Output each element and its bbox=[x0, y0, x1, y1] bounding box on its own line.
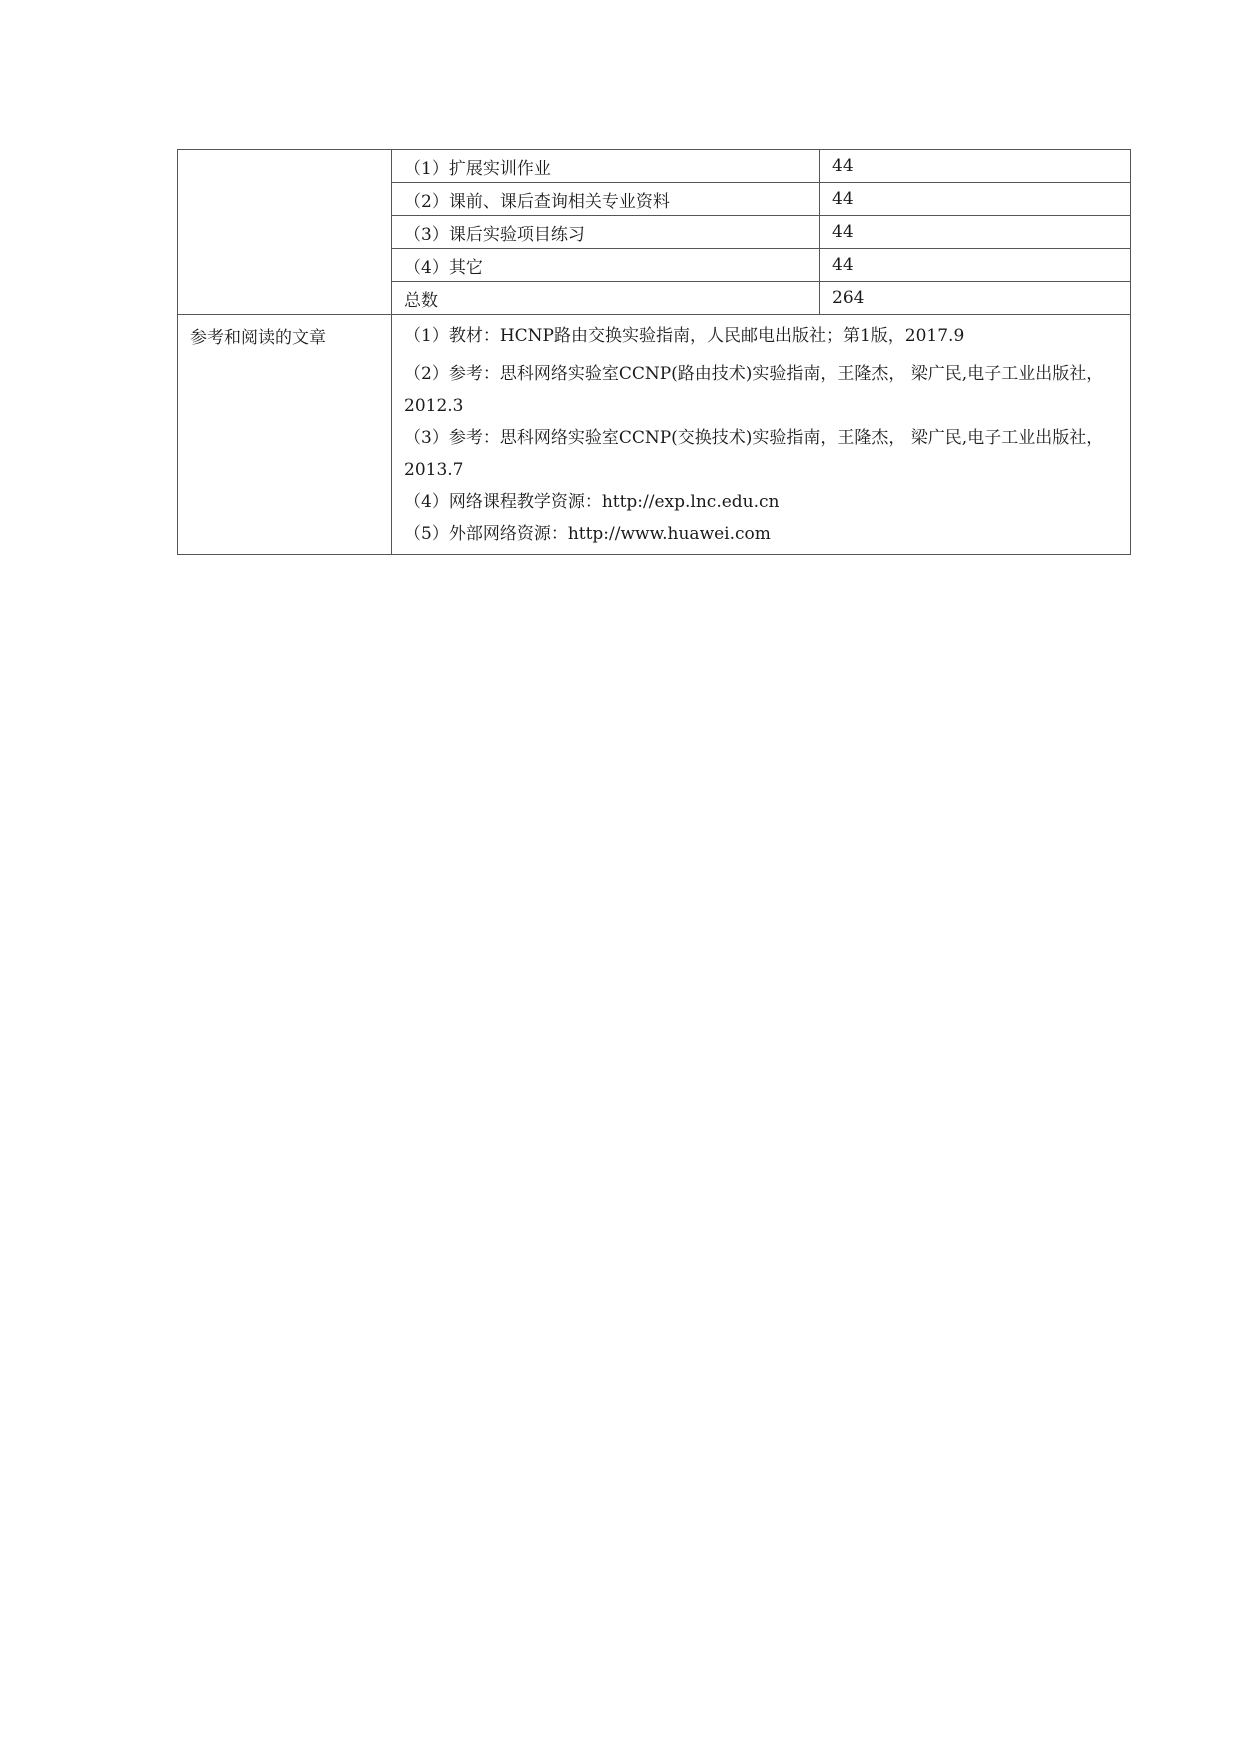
activity-cell: （3）课后实验项目练习 bbox=[392, 216, 820, 249]
references-row bbox=[178, 315, 1131, 555]
hours-cell: 44 bbox=[820, 183, 1131, 216]
activity-cell: （4）其它 bbox=[392, 249, 820, 282]
reference-item: （5）外部网络资源：http://www.huawei.com bbox=[404, 524, 771, 544]
empty-category-cell bbox=[178, 150, 392, 315]
reference-item: （1）教材：HCNP路由交换实验指南，人民邮电出版社；第1版，2017.9 bbox=[404, 326, 965, 346]
activity-cell: （1）扩展实训作业 bbox=[392, 150, 820, 183]
references-label: 参考和阅读的文章 bbox=[178, 315, 392, 555]
hours-cell: 44 bbox=[820, 150, 1131, 183]
total-value-cell: 264 bbox=[820, 282, 1131, 315]
reference-item: （2）参考：思科网络实验室CCNP(路由技术)实验指南，王隆杰， 梁广民,电子工业出版社，2012.3 bbox=[404, 364, 1104, 416]
table-row bbox=[178, 150, 1131, 183]
total-label-cell: 总数 bbox=[392, 282, 820, 315]
hours-cell: 44 bbox=[820, 249, 1131, 282]
course-hours-table bbox=[177, 149, 1131, 555]
activity-cell: （2）课前、课后查询相关专业资料 bbox=[392, 183, 820, 216]
hours-cell: 44 bbox=[820, 216, 1131, 249]
reference-item: （3）参考：思科网络实验室CCNP(交换技术)实验指南，王隆杰， 梁广民,电子工业出版社，2013.7 bbox=[404, 428, 1104, 480]
reference-item: （4）网络课程教学资源：http://exp.lnc.edu.cn bbox=[404, 492, 780, 512]
references-cell bbox=[392, 315, 1131, 555]
